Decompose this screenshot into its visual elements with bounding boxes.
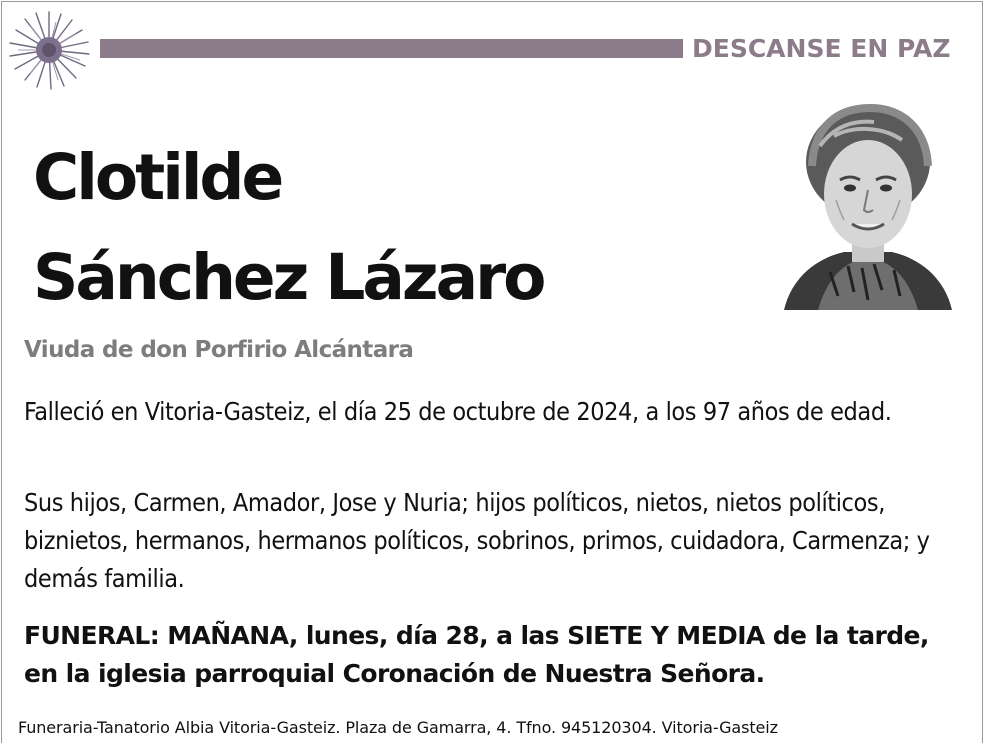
deceased-name — [33, 128, 543, 328]
funeral-home-footer: Funeraria-Tanatorio Albia Vitoria-Gasteiz. Plaza de Gamarra, 4. Tfno. 945120304. Vitoria-Gasteiz — [18, 718, 778, 737]
family-list: Sus hijos, Carmen, Amador, Jose y Nuria; hijos políticos, nietos, nietos políticos, biznietos, hermanos, hermanos políticos, sobrinos, primos, cuidadora, Carmenza; y demás familia. — [24, 488, 930, 593]
first-name: Clotilde — [33, 141, 282, 214]
funeral-details: FUNERAL: MAÑANA, lunes, día 28, a las SIETE Y MEDIA de la tarde, en la iglesia parroquial Coronación de Nuestra Señora. — [24, 621, 929, 688]
header-band — [100, 39, 683, 58]
surnames: Sánchez Lázaro — [33, 241, 544, 314]
widow-line: Viuda de don Porfirio Alcántara — [24, 337, 414, 363]
death-announcement: Falleció en Vitoria-Gasteiz, el día 25 de octubre de 2024, a los 97 años de edad. — [24, 397, 892, 426]
portrait-photo — [778, 96, 958, 310]
thistle-flower-icon — [6, 8, 92, 92]
rest-in-peace-label: DESCANSE EN PAZ — [692, 34, 951, 63]
